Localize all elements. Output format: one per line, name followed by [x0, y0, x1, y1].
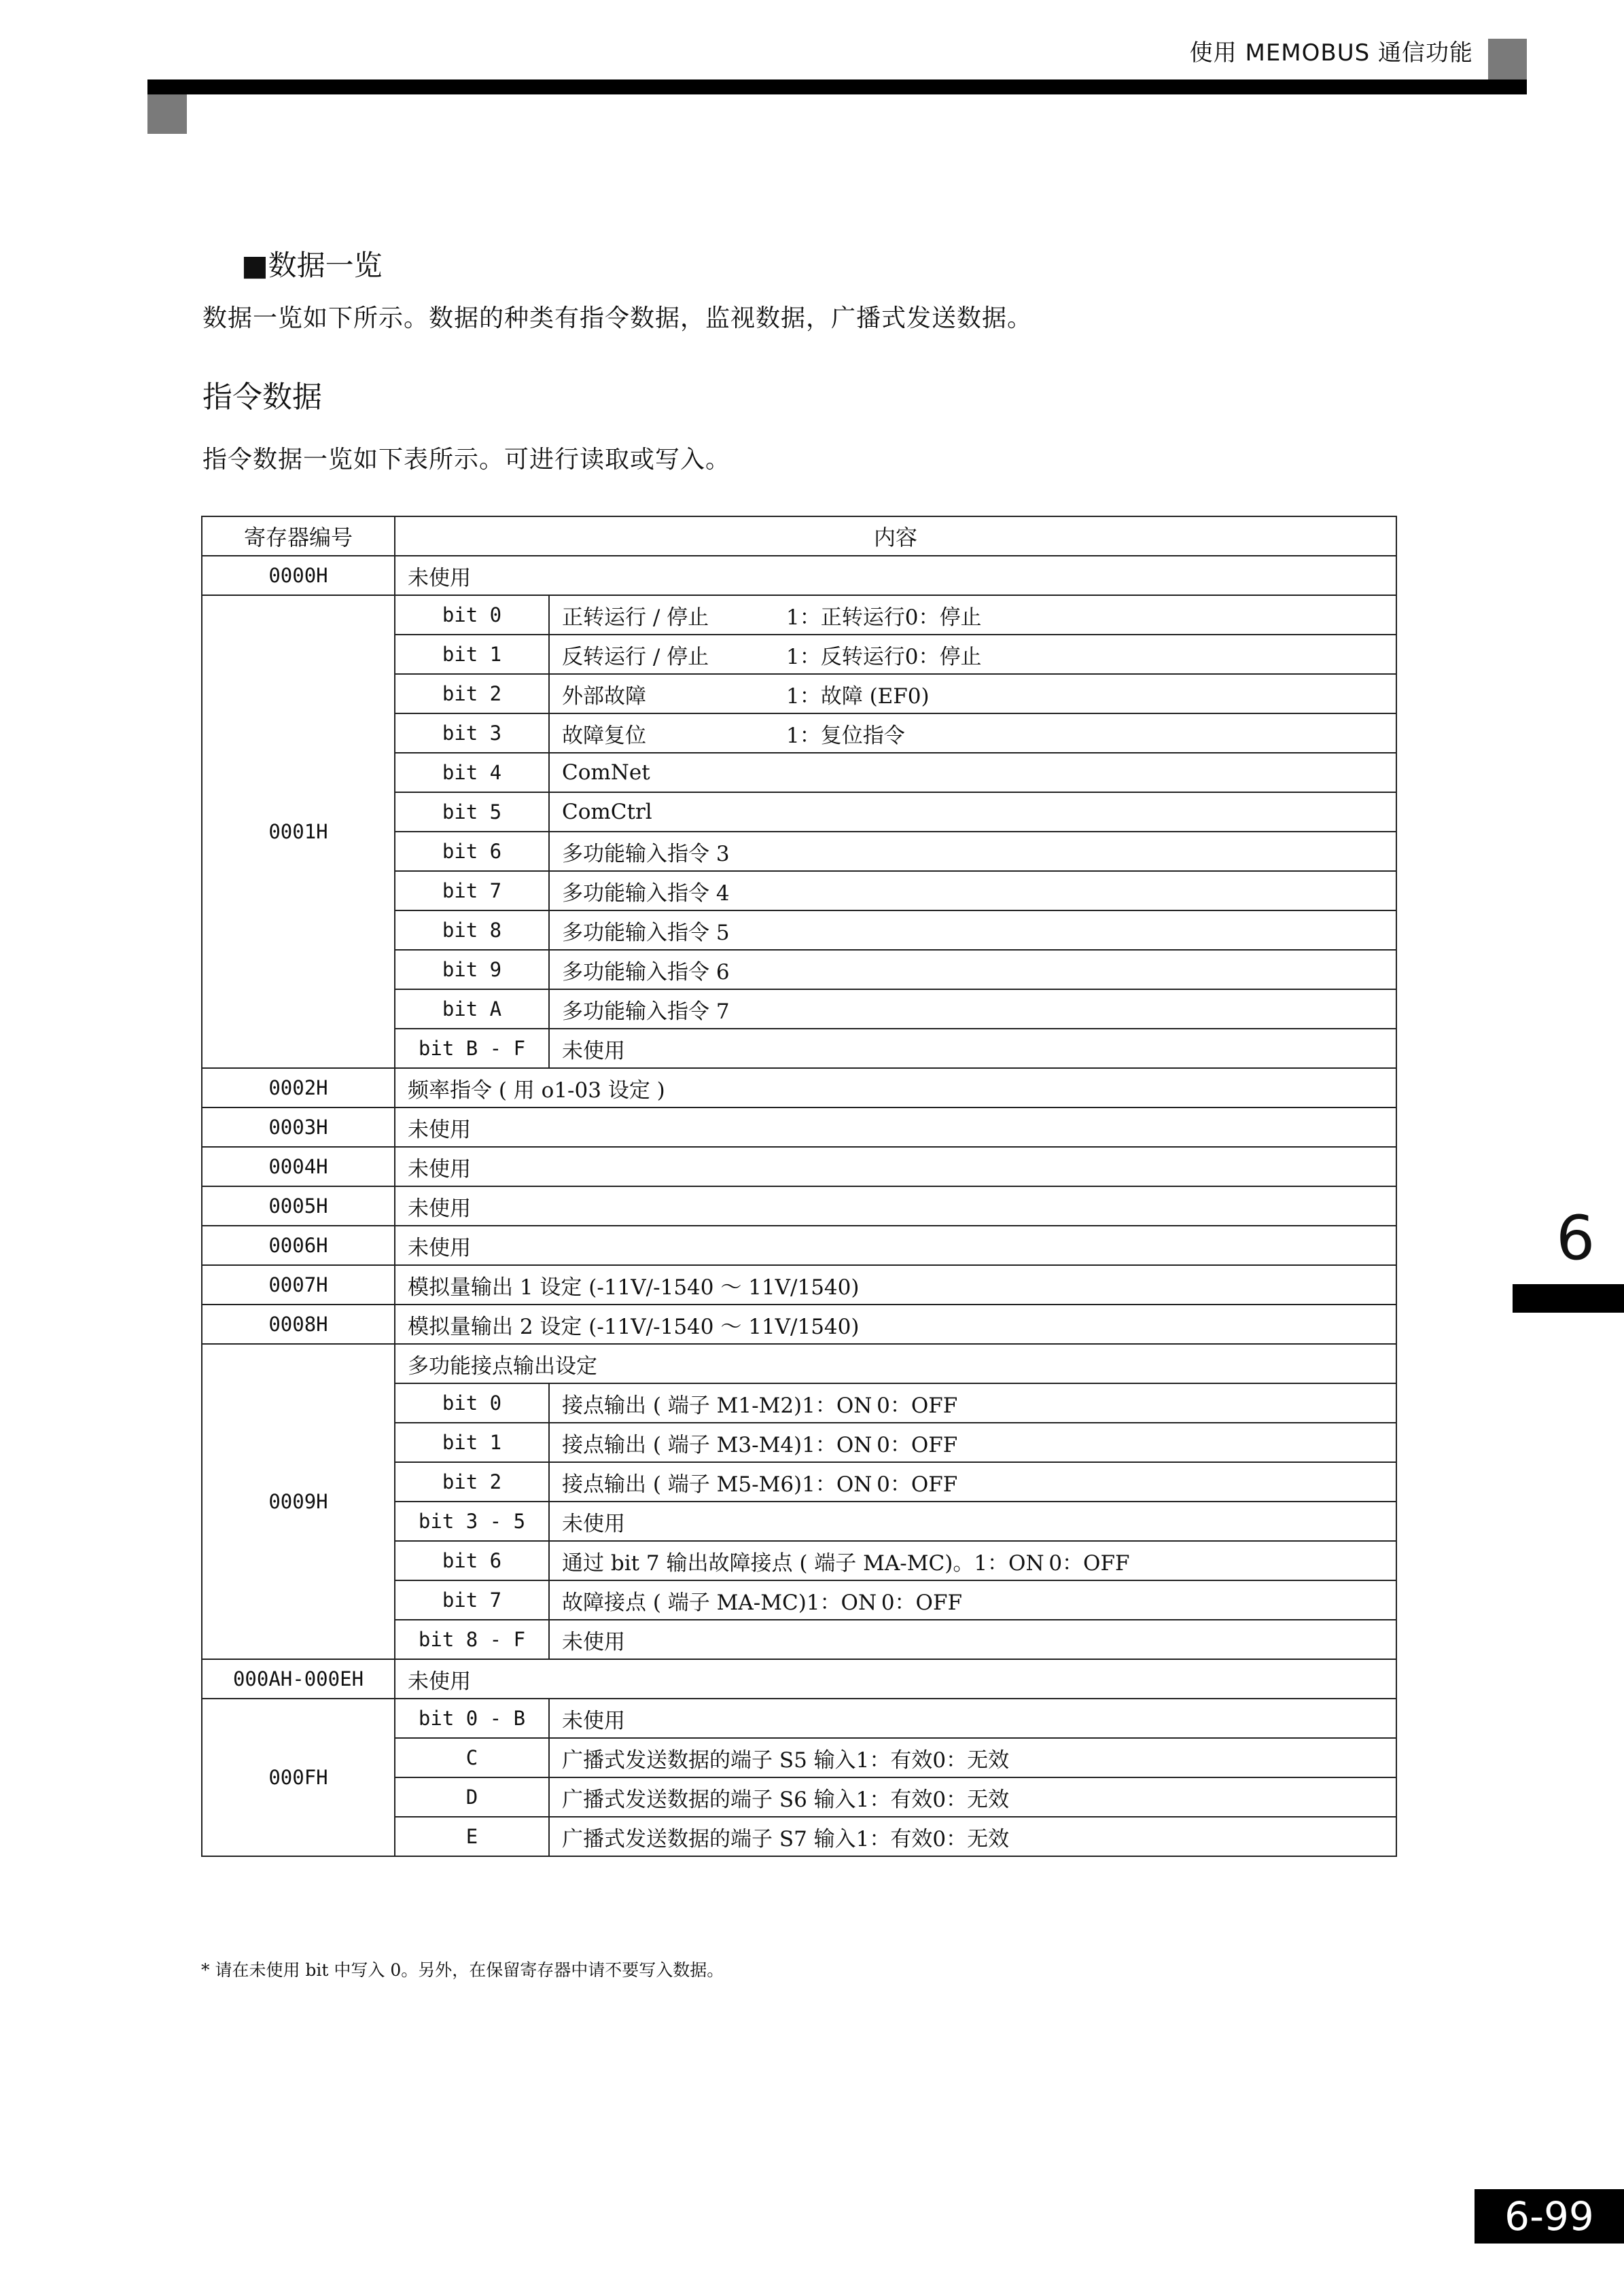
bit-description: 未使用: [562, 1629, 625, 1654]
register-cell: 000AH-000EH: [202, 1659, 395, 1699]
bit-description: 广播式发送数据的端子 S5 输入: [562, 1748, 856, 1773]
bit-value-alt: 0：停止: [904, 605, 982, 630]
bit-description: 多功能输入指令 5: [562, 920, 730, 945]
bit-description: 多功能输入指令 6: [562, 959, 730, 985]
header-register: 寄存器编号: [202, 516, 395, 556]
bit-description: 广播式发送数据的端子 S6 输入: [562, 1787, 856, 1812]
table-row: [202, 1186, 1396, 1226]
header-square-right: [1488, 39, 1527, 79]
content-cell: 未使用: [395, 1226, 1396, 1265]
bit-value-alt: 0：OFF: [881, 1590, 962, 1615]
register-table: [201, 516, 1397, 1857]
bit-value: 1：正转运行: [786, 605, 905, 630]
register-cell: 0003H: [202, 1107, 395, 1147]
table-row: [202, 595, 1396, 635]
bit-content-cell: [549, 1423, 1396, 1462]
bit-value: 1：有效: [855, 1787, 933, 1812]
bit-content-cell: [549, 1502, 1396, 1541]
bit-description: 未使用: [562, 1038, 625, 1063]
header-content: 内容: [395, 516, 1396, 556]
bit-value: 1：ON: [802, 1393, 872, 1418]
register-cell: 0002H: [202, 1068, 395, 1107]
bit-description: 接点输出 ( 端子 M5-M6): [562, 1472, 802, 1497]
bit-cell: bit 0: [395, 1383, 549, 1423]
content-cell: 模拟量输出 2 设定 (-11V/-1540 ～ 11V/1540): [395, 1305, 1396, 1344]
register-cell: 0004H: [202, 1147, 395, 1186]
bit-value: 1：复位指令: [786, 723, 905, 748]
bit-description: 广播式发送数据的端子 S7 输入: [562, 1826, 856, 1851]
bit-value: 1：ON: [806, 1590, 877, 1615]
bit-cell: bit 2: [395, 1462, 549, 1502]
bit-content-cell: [549, 1738, 1396, 1777]
bit-value-alt: 0：OFF: [877, 1432, 958, 1457]
bit-content-cell: [549, 753, 1396, 792]
bit-value-alt: 0：无效: [932, 1748, 1010, 1773]
header-square-left: [147, 94, 187, 134]
bit-description: 多功能输入指令 3: [562, 841, 730, 866]
bit-cell: bit 3 - 5: [395, 1502, 549, 1541]
bit-content-cell: [549, 1029, 1396, 1068]
bit-content-cell: [549, 792, 1396, 832]
bit-content-cell: [549, 595, 1396, 635]
bit-cell: bit 7: [395, 1580, 549, 1620]
bit-content-cell: [549, 635, 1396, 674]
bit-content-cell: [549, 910, 1396, 950]
bit-content-cell: [549, 1383, 1396, 1423]
bit-value: 1：ON: [802, 1432, 872, 1457]
bit-description: 正转运行 / 停止: [562, 605, 709, 630]
bit-cell: bit 6: [395, 832, 549, 871]
register-cell: 0007H: [202, 1265, 395, 1305]
bit-description: 未使用: [562, 1708, 625, 1733]
table-row: [202, 1699, 1396, 1738]
bit-cell: E: [395, 1817, 549, 1856]
table-body: [202, 556, 1396, 1856]
table-row: [202, 1226, 1396, 1265]
bit-value-alt: 0：OFF: [1048, 1550, 1130, 1576]
bit-description: 故障接点 ( 端子 MA-MC): [562, 1590, 807, 1615]
subsection-intro: 指令数据一览如下表所示。可进行读取或写入。: [202, 446, 731, 474]
bit-description: 外部故障: [562, 684, 646, 709]
table-row: [202, 556, 1396, 595]
bit-cell: bit 4: [395, 753, 549, 792]
chapter-number: 6: [1556, 1203, 1595, 1274]
content-cell: 未使用: [395, 556, 1396, 595]
bit-cell: bit 0 - B: [395, 1699, 549, 1738]
bit-value: 1：有效: [855, 1748, 933, 1773]
bit-value-alt: 0：无效: [932, 1826, 1010, 1851]
bit-description: 通过 bit 7 输出故障接点 ( 端子 MA-MC)。: [562, 1550, 974, 1576]
bit-content-cell: [549, 1541, 1396, 1580]
footnote: * 请在未使用 bit 中写入 0。另外，在保留寄存器中请不要写入数据。: [201, 1960, 724, 1980]
table-row: [202, 1344, 1396, 1383]
bit-description: 多功能输入指令 4: [562, 881, 730, 906]
bit-cell: bit 8 - F: [395, 1620, 549, 1659]
bit-description: 故障复位: [562, 723, 646, 748]
bit-cell: bit 2: [395, 674, 549, 713]
content-cell: 未使用: [395, 1659, 1396, 1699]
page-number: 6-99: [1475, 2189, 1624, 2244]
register-cell: 0005H: [202, 1186, 395, 1226]
register-cell: 0000H: [202, 556, 395, 595]
bit-content-cell: [549, 713, 1396, 753]
bit-content-cell: [549, 1777, 1396, 1817]
section-title: ■数据一览: [241, 249, 383, 282]
bit-content-cell: [549, 989, 1396, 1029]
bit-content-cell: [549, 1620, 1396, 1659]
table-row: [202, 1305, 1396, 1344]
table-row: [202, 1107, 1396, 1147]
bit-value-alt: 0：停止: [904, 644, 982, 669]
bit-value: 1：ON: [802, 1472, 872, 1497]
bit-cell: bit 0: [395, 595, 549, 635]
bit-content-cell: [549, 871, 1396, 910]
bit-cell: bit 6: [395, 1541, 549, 1580]
register-cell: 0009H: [202, 1344, 395, 1659]
bit-value-alt: 0：OFF: [877, 1472, 958, 1497]
bit-cell: bit A: [395, 989, 549, 1029]
content-cell: 模拟量输出 1 设定 (-11V/-1540 ～ 11V/1540): [395, 1265, 1396, 1305]
content-cell: 未使用: [395, 1186, 1396, 1226]
bit-cell: bit 7: [395, 871, 549, 910]
bit-description: 多功能输入指令 7: [562, 999, 730, 1024]
bit-cell: bit 1: [395, 635, 549, 674]
bit-value: 1：有效: [855, 1826, 933, 1851]
header-title: 使用 MEMOBUS 通信功能: [1189, 39, 1473, 67]
bit-content-cell: [549, 1462, 1396, 1502]
bit-description: 接点输出 ( 端子 M1-M2): [562, 1393, 802, 1418]
bit-value: 1：ON: [974, 1550, 1044, 1576]
table-header-row: [202, 516, 1396, 556]
register-cell: 0008H: [202, 1305, 395, 1344]
table-row: [202, 1659, 1396, 1699]
bit-content-cell: [549, 1580, 1396, 1620]
bit-content-cell: [549, 832, 1396, 871]
table-row: [202, 1147, 1396, 1186]
table-row: [202, 1265, 1396, 1305]
bit-description: 反转运行 / 停止: [562, 644, 709, 669]
bit-cell: bit 5: [395, 792, 549, 832]
register-cell: 0006H: [202, 1226, 395, 1265]
bit-cell: bit 3: [395, 713, 549, 753]
content-cell: 未使用: [395, 1107, 1396, 1147]
content-cell: 频率指令 ( 用 o1-03 设定 ): [395, 1068, 1396, 1107]
section-intro: 数据一览如下所示。数据的种类有指令数据，监视数据，广播式发送数据。: [202, 304, 1033, 332]
bit-description: ComNet: [562, 760, 650, 785]
bit-description: ComCtrl: [562, 800, 652, 824]
bit-cell: bit B - F: [395, 1029, 549, 1068]
bit-content-cell: [549, 950, 1396, 989]
bit-value-alt: 0：OFF: [877, 1393, 958, 1418]
table-row: [202, 1068, 1396, 1107]
bit-cell: C: [395, 1738, 549, 1777]
content-cell: 未使用: [395, 1147, 1396, 1186]
subsection-title: 指令数据: [202, 380, 322, 414]
bit-description: 未使用: [562, 1511, 625, 1536]
group-title-cell: 多功能接点输出设定: [395, 1344, 1396, 1383]
bit-value-alt: 0：无效: [932, 1787, 1010, 1812]
bit-content-cell: [549, 1699, 1396, 1738]
header-rule: [147, 79, 1527, 94]
bit-description: 接点输出 ( 端子 M3-M4): [562, 1432, 802, 1457]
bit-value: 1：反转运行: [786, 644, 905, 669]
bit-content-cell: [549, 1817, 1396, 1856]
bit-value: 1：故障 (EF0): [786, 684, 930, 709]
register-cell: 000FH: [202, 1699, 395, 1856]
bit-cell: D: [395, 1777, 549, 1817]
bit-cell: bit 8: [395, 910, 549, 950]
register-cell: 0001H: [202, 595, 395, 1068]
chapter-tab: [1513, 1284, 1624, 1313]
bit-content-cell: [549, 674, 1396, 713]
bit-cell: bit 1: [395, 1423, 549, 1462]
bit-cell: bit 9: [395, 950, 549, 989]
